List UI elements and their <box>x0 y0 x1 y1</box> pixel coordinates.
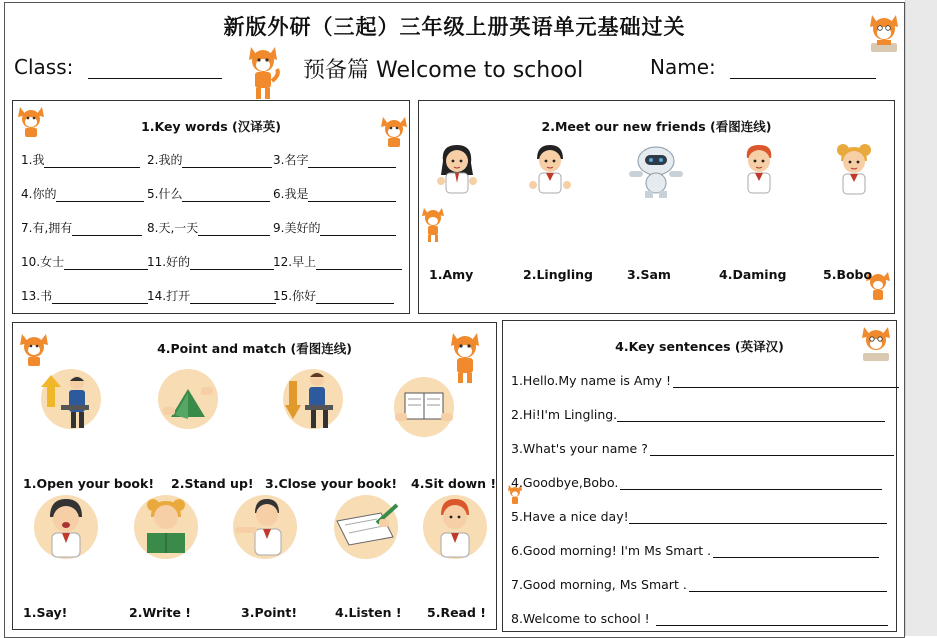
answer-line[interactable] <box>650 443 894 456</box>
fox-cartoon-icon <box>16 104 46 138</box>
key-word-item: 14.打开 <box>147 287 276 304</box>
answer-line[interactable] <box>316 257 402 270</box>
say-scene-icon <box>28 493 104 559</box>
answer-line[interactable] <box>52 291 148 304</box>
key-word-item: 3.名字 <box>273 151 396 168</box>
key-word-item: 12.早上 <box>273 253 402 270</box>
key-word-item: 4.你的 <box>21 185 144 202</box>
answer-line[interactable] <box>190 291 276 304</box>
key-word-item: 11.好的 <box>147 253 274 270</box>
action-label: 3.Point! <box>241 605 298 620</box>
name-field <box>650 55 876 79</box>
fox-cartoon-icon <box>245 43 281 101</box>
fox-cartoon-icon <box>421 205 445 243</box>
command-label: 3.Close your book! <box>265 476 398 491</box>
key-word-item: 5.什么 <box>147 185 270 202</box>
answer-line[interactable] <box>620 477 882 490</box>
answer-line[interactable] <box>713 545 879 558</box>
key-word-item: 9.美好的 <box>273 219 396 236</box>
fox-cartoon-icon <box>379 114 409 148</box>
answer-line[interactable] <box>308 189 396 202</box>
point-scene-icon <box>227 493 303 559</box>
listen-scene-icon <box>327 493 405 559</box>
read-scene-icon <box>417 493 493 559</box>
class-field <box>14 55 222 79</box>
answer-line[interactable] <box>182 155 272 168</box>
answer-line[interactable] <box>617 409 885 422</box>
answer-line[interactable] <box>316 291 394 304</box>
action-label: 4.Listen ! <box>335 605 402 620</box>
answer-line[interactable] <box>656 613 888 626</box>
key-sentences-title: 4.Key sentences (英译汉) <box>615 339 784 354</box>
friend-name: 3.Sam <box>627 267 671 282</box>
answer-line[interactable] <box>629 511 887 524</box>
stand-up-scene-icon <box>25 367 103 431</box>
key-word-item: 7.有,拥有 <box>21 219 142 236</box>
worksheet <box>4 2 905 638</box>
class-input-line[interactable] <box>88 60 222 79</box>
friend-name: 4.Daming <box>719 267 787 282</box>
friends-panel <box>418 100 895 314</box>
close-book-scene-icon <box>389 375 459 439</box>
answer-line[interactable] <box>64 257 148 270</box>
command-label: 1.Open your book! <box>23 476 155 491</box>
key-word-item: 6.我是 <box>273 185 396 202</box>
action-label: 2.Write ! <box>129 605 191 620</box>
girl-amy-icon <box>435 141 479 199</box>
sentence-item: 8.Welcome to school ! <box>511 611 888 626</box>
sentence-item: 3.What's your name ? <box>511 441 894 456</box>
sentence-item: 6.Good morning! I'm Ms Smart . <box>511 543 879 558</box>
sentence-item: 4.Goodbye,Bobo. <box>511 475 882 490</box>
key-word-item: 13.书 <box>21 287 148 304</box>
boy-lingling-icon <box>527 141 573 199</box>
answer-line[interactable] <box>198 223 270 236</box>
key-word-item: 15.你好 <box>273 287 394 304</box>
key-word-item: 10.女士 <box>21 253 148 270</box>
key-word-item: 8.天,一天 <box>147 219 270 236</box>
action-label: 5.Read ! <box>427 605 486 620</box>
answer-line[interactable] <box>56 189 144 202</box>
name-input-line[interactable] <box>730 60 876 79</box>
answer-line[interactable] <box>308 155 396 168</box>
name-label: Name: <box>650 55 716 79</box>
girl-bobo-icon <box>831 141 877 199</box>
answer-line[interactable] <box>44 155 140 168</box>
class-label: Class: <box>14 55 74 79</box>
answer-line[interactable] <box>72 223 142 236</box>
robot-sam-icon <box>623 143 689 199</box>
friends-title: 2.Meet our new friends (看图连线) <box>541 119 772 134</box>
key-words-title: 1.Key words (汉译英) <box>141 119 281 134</box>
sentence-item: 1.Hello.My name is Amy ! <box>511 373 899 388</box>
answer-line[interactable] <box>190 257 274 270</box>
answer-line[interactable] <box>689 579 887 592</box>
answer-line[interactable] <box>673 375 899 388</box>
key-sentences-panel <box>502 320 897 632</box>
fox-cartoon-icon <box>859 323 893 363</box>
friend-name: 5.Bobo <box>823 267 873 282</box>
fox-cartoon-icon <box>18 331 50 367</box>
sentence-item: 7.Good morning, Ms Smart . <box>511 577 887 592</box>
key-words-panel <box>12 100 410 314</box>
answer-line[interactable] <box>182 189 270 202</box>
friend-name: 2.Lingling <box>523 267 593 282</box>
fox-cartoon-icon <box>867 11 901 55</box>
answer-line[interactable] <box>320 223 396 236</box>
sit-down-scene-icon <box>271 367 347 431</box>
point-match-title: 4.Point and match (看图连线) <box>157 341 352 356</box>
command-label: 4.Sit down ! <box>411 476 497 491</box>
sentence-item: 2.Hi!I'm Lingling. <box>511 407 885 422</box>
point-match-panel <box>12 322 497 630</box>
key-word-item: 1.我 <box>21 151 140 168</box>
command-label: 2.Stand up! <box>171 476 254 491</box>
friend-name: 1.Amy <box>429 267 474 282</box>
open-book-scene-icon <box>153 367 223 431</box>
scrollbar-track[interactable] <box>905 0 937 636</box>
boy-daming-icon <box>737 141 781 199</box>
action-label: 1.Say! <box>23 605 68 620</box>
sentence-item: 5.Have a nice day! <box>511 509 887 524</box>
unit-title: 预备篇 Welcome to school <box>303 58 584 83</box>
page-title: 新版外研（三起）三年级上册英语单元基础过关 <box>223 15 686 39</box>
key-word-item: 2.我的 <box>147 151 272 168</box>
write-scene-icon <box>127 493 205 559</box>
